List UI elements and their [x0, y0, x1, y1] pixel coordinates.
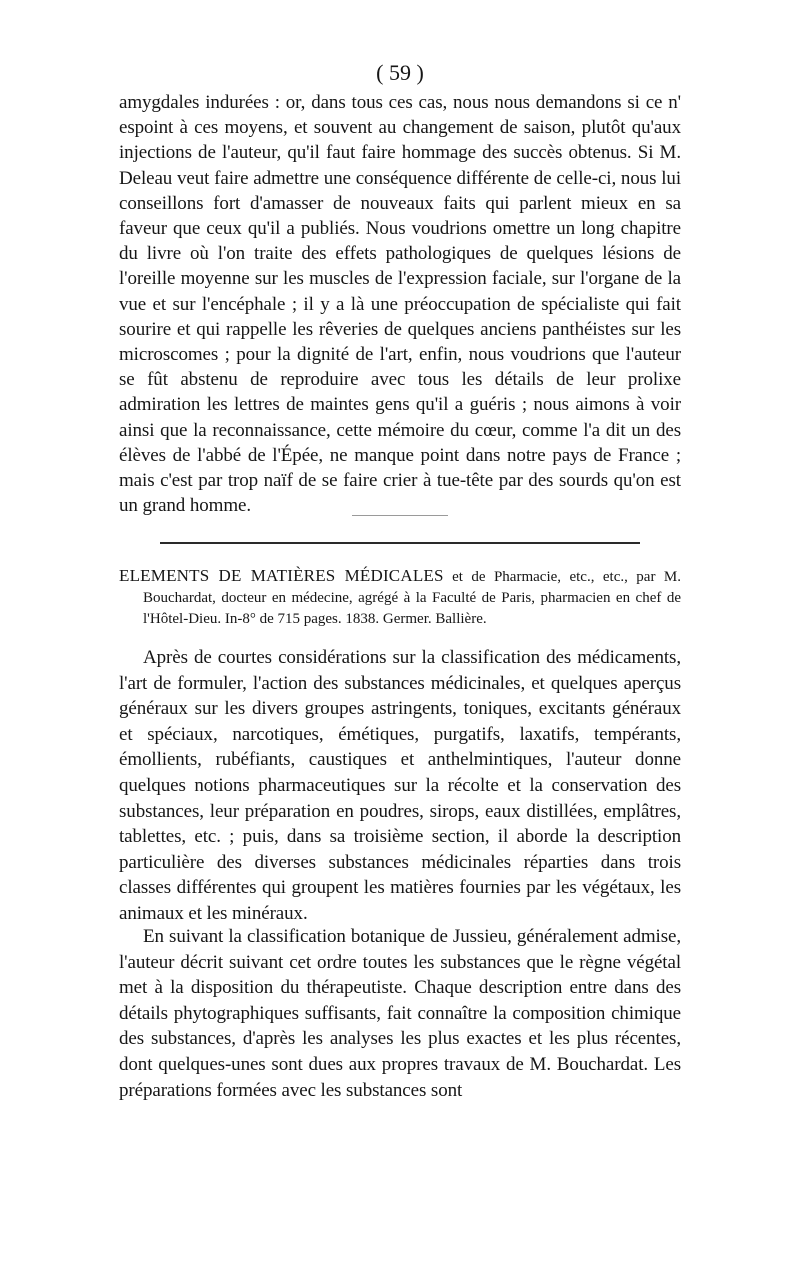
citation-title: ELEMENTS DE MATIÈRES MÉDICALES: [119, 566, 444, 585]
section-end-mark: [352, 515, 448, 516]
citation-text: [119, 565, 681, 630]
paragraph-review-continued: En suivant la classification botanique de Jussieu, généralement admise, l'auteur décrit suivant cet ordre toutes les substances que le règne végétal met à la disposition du thérapeutiste. Chaque description entre dans des détails phytographiques suffisants, fait connaître la composition chimique des substances, d'après les analyses les plus exactes et les plus récentes, dont quelques-unes sont dues aux propres travaux de M. Bouchardat. Les préparations formées avec les substances sont: [119, 926, 681, 1101]
page-number: ( 59 ): [376, 60, 424, 85]
book-citation: [119, 565, 681, 630]
paragraph-review-end: amygdales indurées : or, dans tous ces cas, nous nous demandons si ce n' espoint à ces moyens, et souvent au changement de saison, plutôt qu'aux injections de l'auteur, qu'il faut faire hommage des succès obtenus. Si M. Deleau veut faire admettre une conséquence différente de celle-ci, nous lui conseillons fort d'amasser de nouveaux faits qui parlent mieux en sa faveur que ceux qu'il a publiés. Nous voudrions omettre un long chapitre du livre où l'on traite des effets pathologiques de quelques lésions de l'oreille moyenne sur les muscles de l'expression faciale, sur l'organe de la vue et sur l'encéphale ; il y a là une préoccupation de spécialiste qui fait sourire et qui rappelle les rêveries de quelques anciens panthéistes sur les microscomes ; pour la dignité de l'art, enfin, nous voudrions que l'auteur se fût abstenu de reproduire avec tous les détails de leur prolixe admiration les lettres de maintes gens qu'il a guéris ; nous aimons à voir ainsi que la reconnaissance, cette mémoire du cœur, comme l'a dit un des élèves de l'abbé de l'Épée, ne manque point dans notre pays de France ; mais c'est par trop naïf de se faire crier à tue-tête par des sourds qu'on est un grand homme.: [119, 92, 681, 517]
section-divider: [160, 542, 640, 544]
paragraph-review-body: Après de courtes considérations sur la classification des médicaments, l'art de formuler, l'action des substances médicinales, et quelques aperçus généraux sur les divers groupes astringents, toniques, excitants généraux et spéciaux, narcotiques, émétiques, purgatifs, laxatifs, tempérants, émollients, rubéfiants, caustiques et anthelmintiques, l'auteur donne quelques notions pharmaceutiques sur la récolte et la conservation des substances, leur préparation en poudres, sirops, eaux distillées, emplâtres, tablettes, etc. ; puis, dans sa troisième section, il aborde la description particulière des diverses substances médicinales réparties dans trois classes différentes qui groupent les matières fournies par les végétaux, les animaux et les minéraux.: [119, 647, 681, 924]
citation-details: et de Pharmacie, etc., etc., par M. Bouchardat, docteur en médecine, agrégé à la Faculté de Paris, pharmacien en chef de l'Hôtel-Dieu. In-8° de 715 pages. 1838. Germer. Ballière.: [143, 569, 681, 627]
